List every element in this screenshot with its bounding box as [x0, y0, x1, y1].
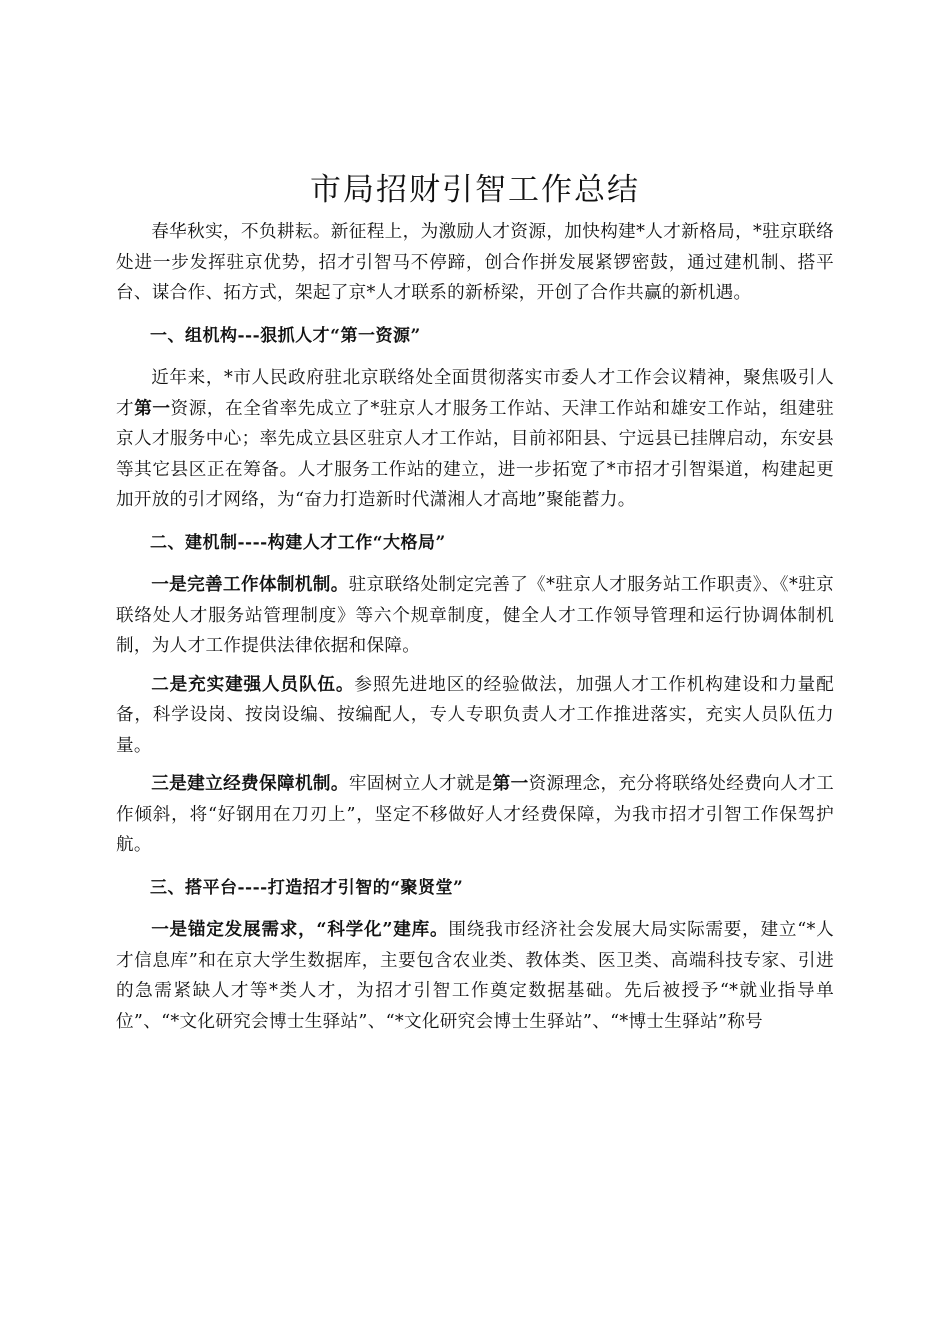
section-3-p1-text: 围绕我市经济社会发展大局实际需要，建立“*人才信息库”和在京大学生数据库，主要包含农业类、教体类、医卫类、高端科技专家、引进的急需紧缺人才等*类人才，为招才引智工作奠定数据基础。先后被授予“*就业指导单位”、“*文化研究会博士生驿站”、“*文化研究会博士生驿站”、“*博士生驿站”称号: [116, 920, 834, 1032]
section-3-p1-lead: 一是锚定发展需求，“科学化”建库。: [151, 919, 449, 940]
intro-paragraph: 春华秋实，不负耕耘。新征程上，为激励人才资源，加快构建*人才新格局，*驻京联络处进一步发挥驻京优势，招才引智马不停蹄，创合作拼发展紧锣密鼓，通过建机制、搭平台、谋合作、拓方式，架起了京*人才联系的新桥梁，开创了合作共赢的新机遇。: [116, 222, 834, 303]
section-2-p1-lead: 一是完善工作体制机制。: [151, 574, 349, 595]
section-1-text-a: 近年来，*市人民政府驻北京联络处全面贯彻落实市委人才工作会议精神，聚焦吸引人才: [116, 368, 834, 419]
section-1-text-c: 资源，在全省率先成立了*驻京人才服务工作站、天津工作站和雄安工作站，组建驻京人才服务中心；率先成立县区驻京人才工作站，目前祁阳县、宁远县已挂牌启动，东安县等其它县区正在筹备。人才服务工作站的建立，进一步拓宽了*市招才引智渠道，构建起更加开放的引才网络，为“奋力打造新时代潇湘人才高地”聚能蓄力。: [116, 398, 834, 510]
section-3-heading: 三、搭平台----打造招才引智的“聚贤堂”: [150, 877, 464, 898]
section-2-paragraph-3: [116, 769, 834, 861]
section-2-p3-text-emphasis: 第一: [492, 773, 529, 794]
section-2-paragraph-2: [116, 670, 834, 762]
section-1-heading: 一、组机构---狠抓人才“第一资源”: [150, 325, 421, 346]
section-2-p2-lead: 二是充实建强人员队伍。: [151, 673, 355, 695]
section-2-paragraph-1: [116, 570, 834, 662]
section-2-p2-text: 参照先进地区的经验做法，加强人才工作机构建设和力量配备，科学设岗、按岗设编、按编配人，专人专职负责人才工作推进落实，充实人员队伍力量。: [116, 674, 834, 756]
section-1-paragraph: [116, 363, 834, 516]
section-2-p3-text-c: 资源理念，充分将联络处经费向人才工作倾斜，将“好钢用在刀刃上”，坚定不移做好人才经费保障，为我市招才引智工作保驾护航。: [116, 774, 834, 855]
section-3-paragraph-1: [116, 915, 834, 1037]
document-title: 市局招财引智工作总结: [310, 172, 640, 208]
section-2-heading: 二、建机制----构建人才工作“大格局”: [150, 532, 446, 553]
section-2-p3-lead: 三是建立经费保障机制。: [151, 773, 349, 794]
section-1-text-emphasis: 第一: [134, 397, 171, 419]
section-2-p1-text: 驻京联络处制定完善了《*驻京人才服务站工作职责》、《*驻京联络处人才服务站管理制度》等六个规章制度，健全人才工作领导管理和运行协调体制机制，为人才工作提供法律依据和保障。: [116, 575, 834, 656]
section-2-p3-text-a: 牢固树立人才就是: [348, 774, 493, 794]
document-body: [116, 217, 834, 1037]
